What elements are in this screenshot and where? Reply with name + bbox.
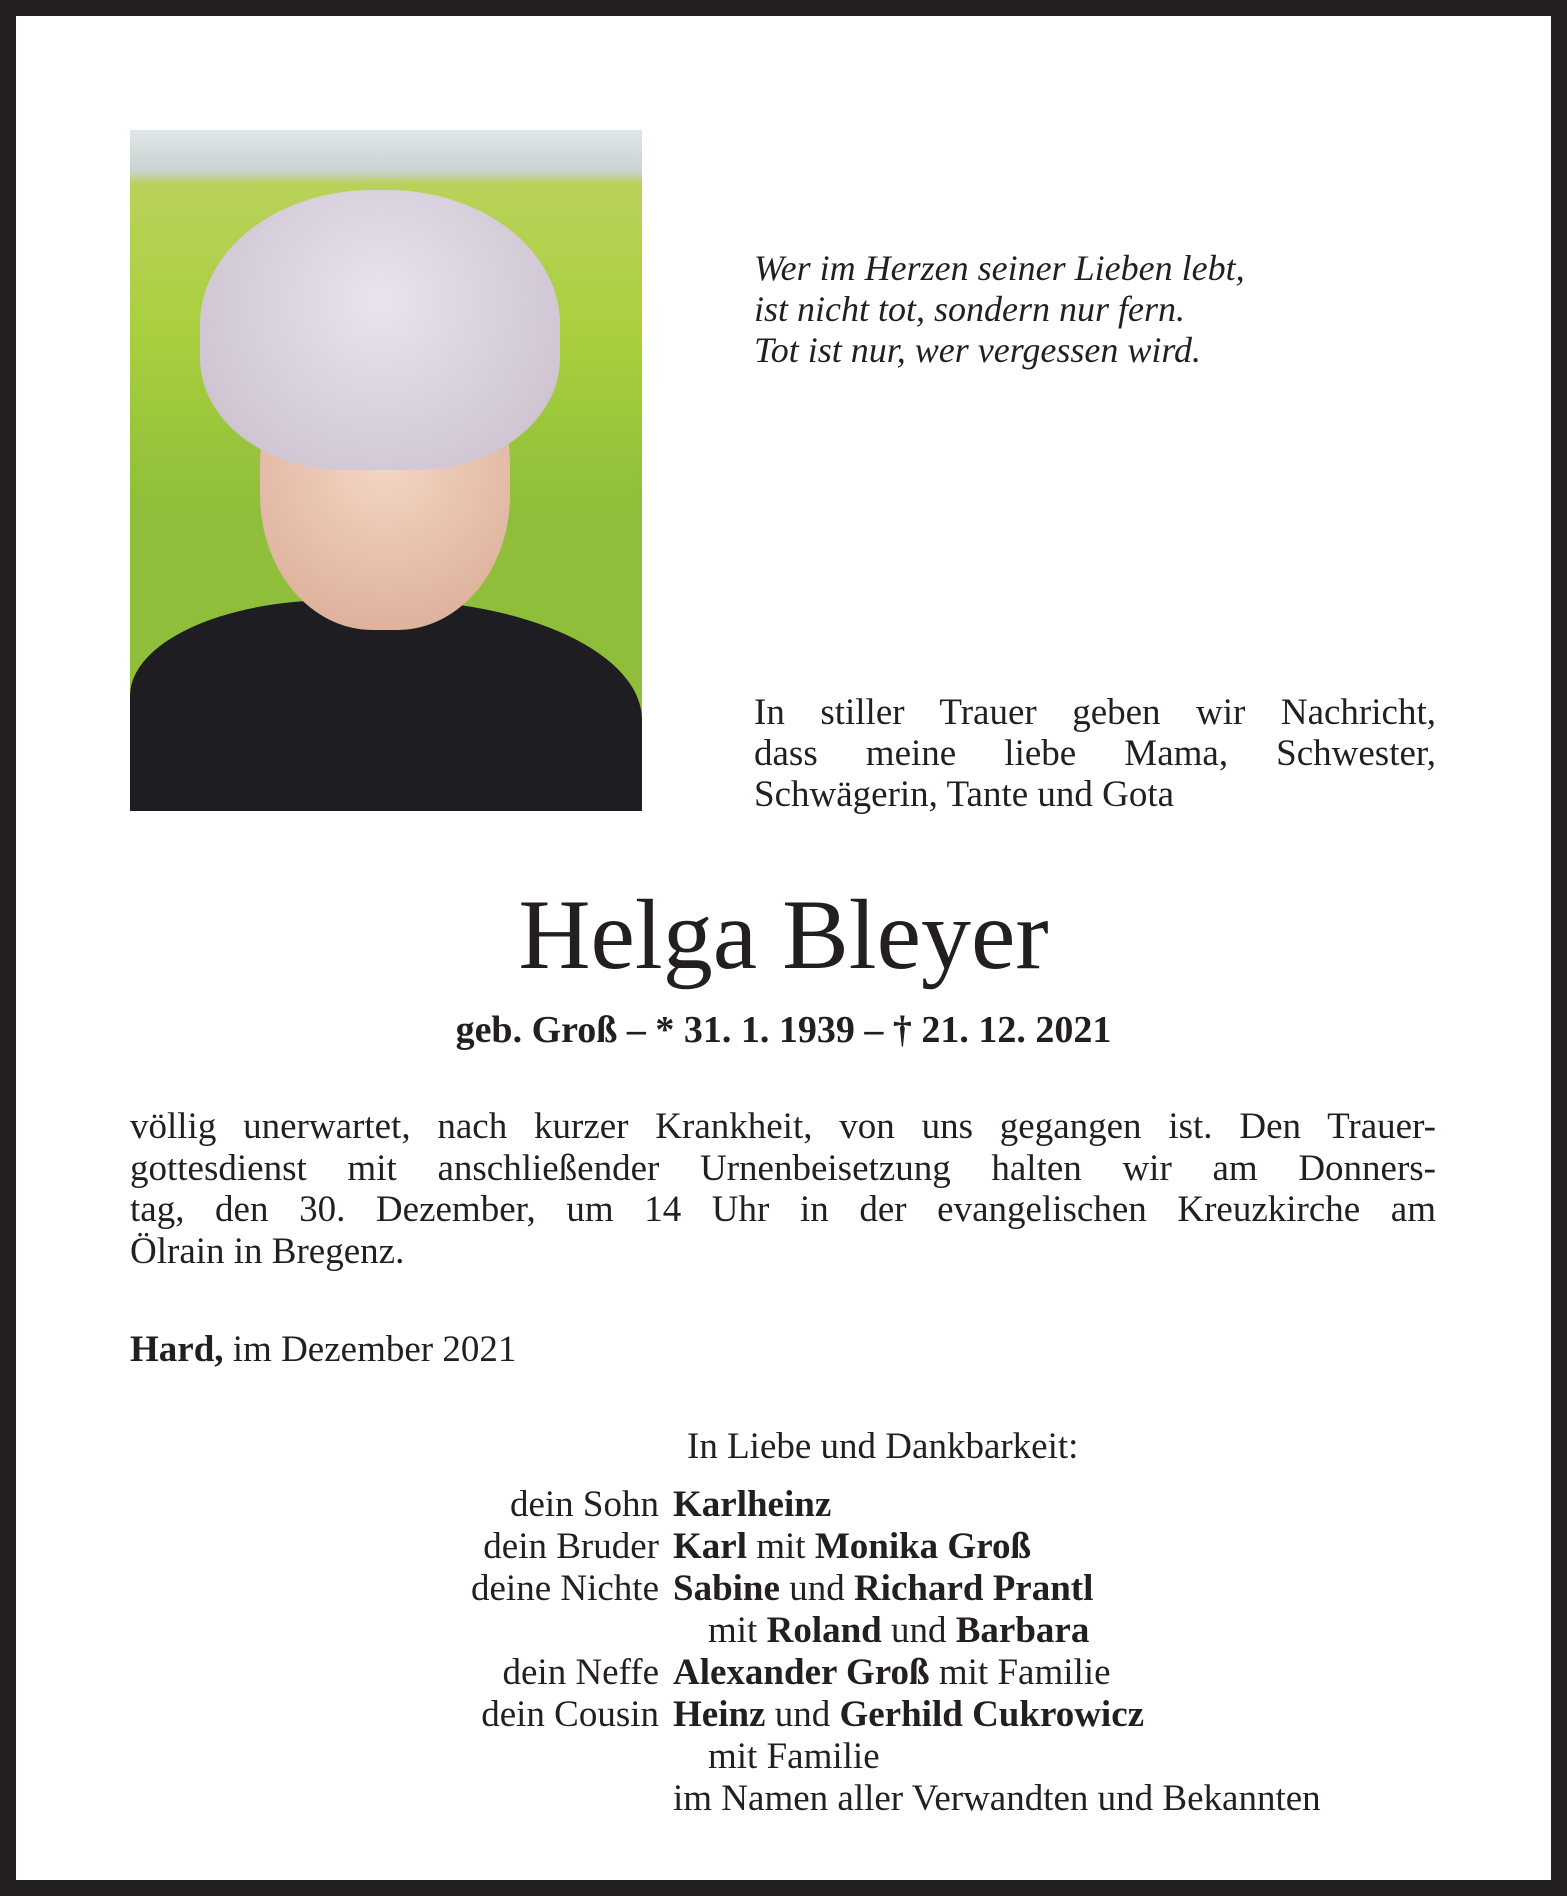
intro-line: dass meine liebe Mama, Schwester, bbox=[754, 733, 1436, 774]
intro-line: Schwägerin, Tante und Gota bbox=[754, 774, 1175, 815]
relative-names bbox=[673, 1736, 880, 1778]
intro-text bbox=[754, 692, 1436, 815]
connector-text: mit bbox=[708, 1610, 767, 1651]
family-row bbox=[130, 1694, 1321, 1736]
connector-text: mit Familie bbox=[708, 1736, 880, 1777]
connector-text: mit Familie bbox=[929, 1652, 1111, 1693]
relative-name: Roland bbox=[766, 1610, 882, 1651]
quote-line: ist nicht tot, sondern nur fern. bbox=[754, 289, 1185, 329]
family-row bbox=[130, 1736, 1321, 1778]
quote-line: Tot ist nur, wer vergessen wird. bbox=[754, 330, 1202, 370]
relative-name: Gerhild Cukrowicz bbox=[839, 1694, 1145, 1735]
relation-label: dein Neffe bbox=[502, 1652, 659, 1693]
family-row bbox=[130, 1526, 1321, 1568]
relation-label: dein Bruder bbox=[483, 1526, 659, 1567]
relative-name: Monika Groß bbox=[814, 1526, 1032, 1567]
family-list bbox=[130, 1484, 1321, 1820]
family-row bbox=[130, 1610, 1321, 1652]
relative-names bbox=[673, 1694, 1144, 1736]
place-city: Hard, bbox=[130, 1329, 224, 1370]
place-date bbox=[130, 1328, 516, 1371]
funeral-details bbox=[130, 1106, 1436, 1272]
life-dates: geb. Groß – * 31. 1. 1939 – † 21. 12. 2021 bbox=[455, 1009, 1112, 1051]
relative-names bbox=[673, 1526, 1031, 1568]
family-row bbox=[130, 1652, 1321, 1694]
body-line: gottesdienst mit anschließender Urnenbeisetzung halten wir am Donners- bbox=[130, 1147, 1436, 1189]
family-row bbox=[130, 1568, 1321, 1610]
body-line: völlig unerwartet, nach kurzer Krankheit, von uns gegangen ist. Den Trauer- bbox=[130, 1106, 1436, 1147]
body-line: tag, den 30. Dezember, um 14 Uhr in der evangelischen Kreuzkirche am bbox=[130, 1189, 1436, 1230]
deceased-name: Helga Bleyer bbox=[518, 879, 1049, 990]
relative-names bbox=[673, 1484, 831, 1526]
connector-text: im Namen aller Verwandten und Bekannten bbox=[673, 1778, 1321, 1819]
relative-name: Karl bbox=[673, 1526, 747, 1567]
family-row bbox=[130, 1778, 1321, 1820]
family-row bbox=[130, 1484, 1321, 1526]
relation-label: deine Nichte bbox=[471, 1568, 659, 1609]
relative-names bbox=[673, 1610, 1089, 1652]
relative-name: Heinz bbox=[673, 1694, 766, 1735]
relative-name: Alexander Groß bbox=[673, 1652, 930, 1693]
connector-text: mit bbox=[746, 1526, 815, 1567]
body-line: Ölrain in Bregenz. bbox=[130, 1230, 405, 1272]
quote-line: Wer im Herzen seiner Lieben lebt, bbox=[754, 248, 1245, 288]
closing-line: In Liebe und Dankbarkeit: bbox=[687, 1426, 1079, 1467]
relation-label bbox=[130, 1736, 673, 1778]
relation-label: dein Sohn bbox=[509, 1484, 659, 1525]
relative-names bbox=[673, 1778, 1321, 1820]
relative-name: Sabine bbox=[673, 1568, 780, 1609]
memorial-quote bbox=[754, 248, 1245, 371]
relative-name: Karlheinz bbox=[673, 1484, 832, 1525]
intro-line: In stiller Trauer geben wir Nachricht, bbox=[754, 692, 1436, 733]
relative-names bbox=[673, 1568, 1093, 1610]
connector-text: und bbox=[881, 1610, 956, 1651]
relation-label bbox=[130, 1778, 673, 1820]
relative-names bbox=[673, 1652, 1111, 1694]
connector-text: und bbox=[779, 1568, 854, 1609]
connector-text: und bbox=[765, 1694, 840, 1735]
relation-label bbox=[130, 1610, 673, 1652]
portrait-photo bbox=[130, 130, 642, 811]
relative-name: Richard Prantl bbox=[853, 1568, 1094, 1609]
relative-name: Barbara bbox=[955, 1610, 1090, 1651]
place-month: im Dezember 2021 bbox=[223, 1329, 517, 1370]
relation-label: dein Cousin bbox=[481, 1694, 659, 1735]
